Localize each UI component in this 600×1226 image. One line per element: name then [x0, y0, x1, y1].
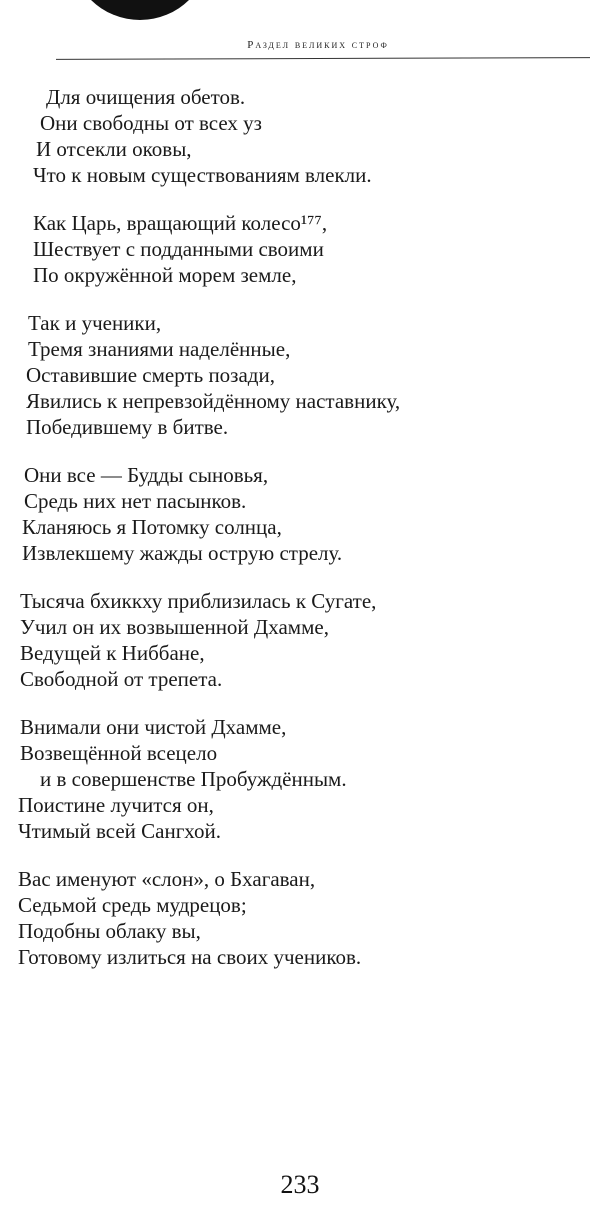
corner-ink-blot: [70, 0, 210, 20]
poem-line: Вас именуют «слон», о Бхагаван,: [18, 867, 316, 891]
poem-body: [0, 84, 600, 992]
poem-line: Они все — Будды сыновья,: [24, 463, 269, 487]
poem-line: Они свободны от всех уз: [40, 111, 262, 135]
poem-line: Поистине лучится он,: [18, 793, 214, 817]
poem-line: Внимали они чистой Дхамме,: [20, 715, 287, 739]
poem-line: Свободной от трепета.: [20, 667, 223, 691]
stanza-1: [0, 84, 600, 188]
poem-line: Седьмой средь мудрецов;: [18, 893, 247, 917]
stanza-5: [0, 588, 600, 692]
poem-line: Извлекшему жажды острую стрелу.: [22, 541, 343, 565]
poem-line: Возвещённой всецело: [20, 741, 218, 765]
poem-line: Подобны облаку вы,: [18, 919, 201, 943]
poem-line: Как Царь, вращающий колесо¹⁷⁷,: [33, 211, 328, 235]
poem-line: Тысяча бхиккху приблизилась к Сугате,: [20, 589, 377, 613]
poem-line: Средь них нет пасынков.: [24, 489, 247, 513]
poem-line: и в совершенстве Пробуждённым.: [40, 767, 347, 791]
poem-line: Победившему в битве.: [26, 415, 229, 439]
running-head-text: Раздел великих строф: [247, 39, 389, 51]
stanza-4: [0, 462, 600, 566]
poem-line: Чтимый всей Сангхой.: [18, 819, 221, 843]
poem-line: По окружённой морем земле,: [33, 263, 297, 287]
poem-line: Что к новым существованиям влекли.: [33, 163, 372, 187]
poem-line: Кланяюсь я Потомку солнца,: [22, 515, 282, 539]
poem-line: Ведущей к Ниббане,: [20, 641, 205, 665]
poem-line: Готовому излиться на своих учеников.: [18, 945, 362, 969]
running-head: [0, 35, 600, 53]
poem-line: Для очищения обетов.: [46, 85, 246, 109]
poem-line: Учил он их возвышенной Дхамме,: [20, 615, 329, 639]
poem-line: Оставившие смерть позади,: [26, 363, 275, 387]
poem-line: Шествует с подданными своими: [33, 237, 324, 261]
stanza-6: [0, 714, 600, 844]
poem-line: Так и ученики,: [28, 311, 162, 335]
poem-line: Явились к непревзойдённому наставнику,: [26, 389, 401, 413]
poem-line: И отсекли оковы,: [36, 137, 192, 161]
poem-line: Тремя знаниями наделённые,: [28, 337, 291, 361]
stanza-7: [0, 866, 600, 970]
stanza-3: [0, 310, 600, 440]
header-rule: [56, 57, 590, 60]
page-number: 233: [280, 1170, 320, 1199]
stanza-2: [0, 210, 600, 288]
